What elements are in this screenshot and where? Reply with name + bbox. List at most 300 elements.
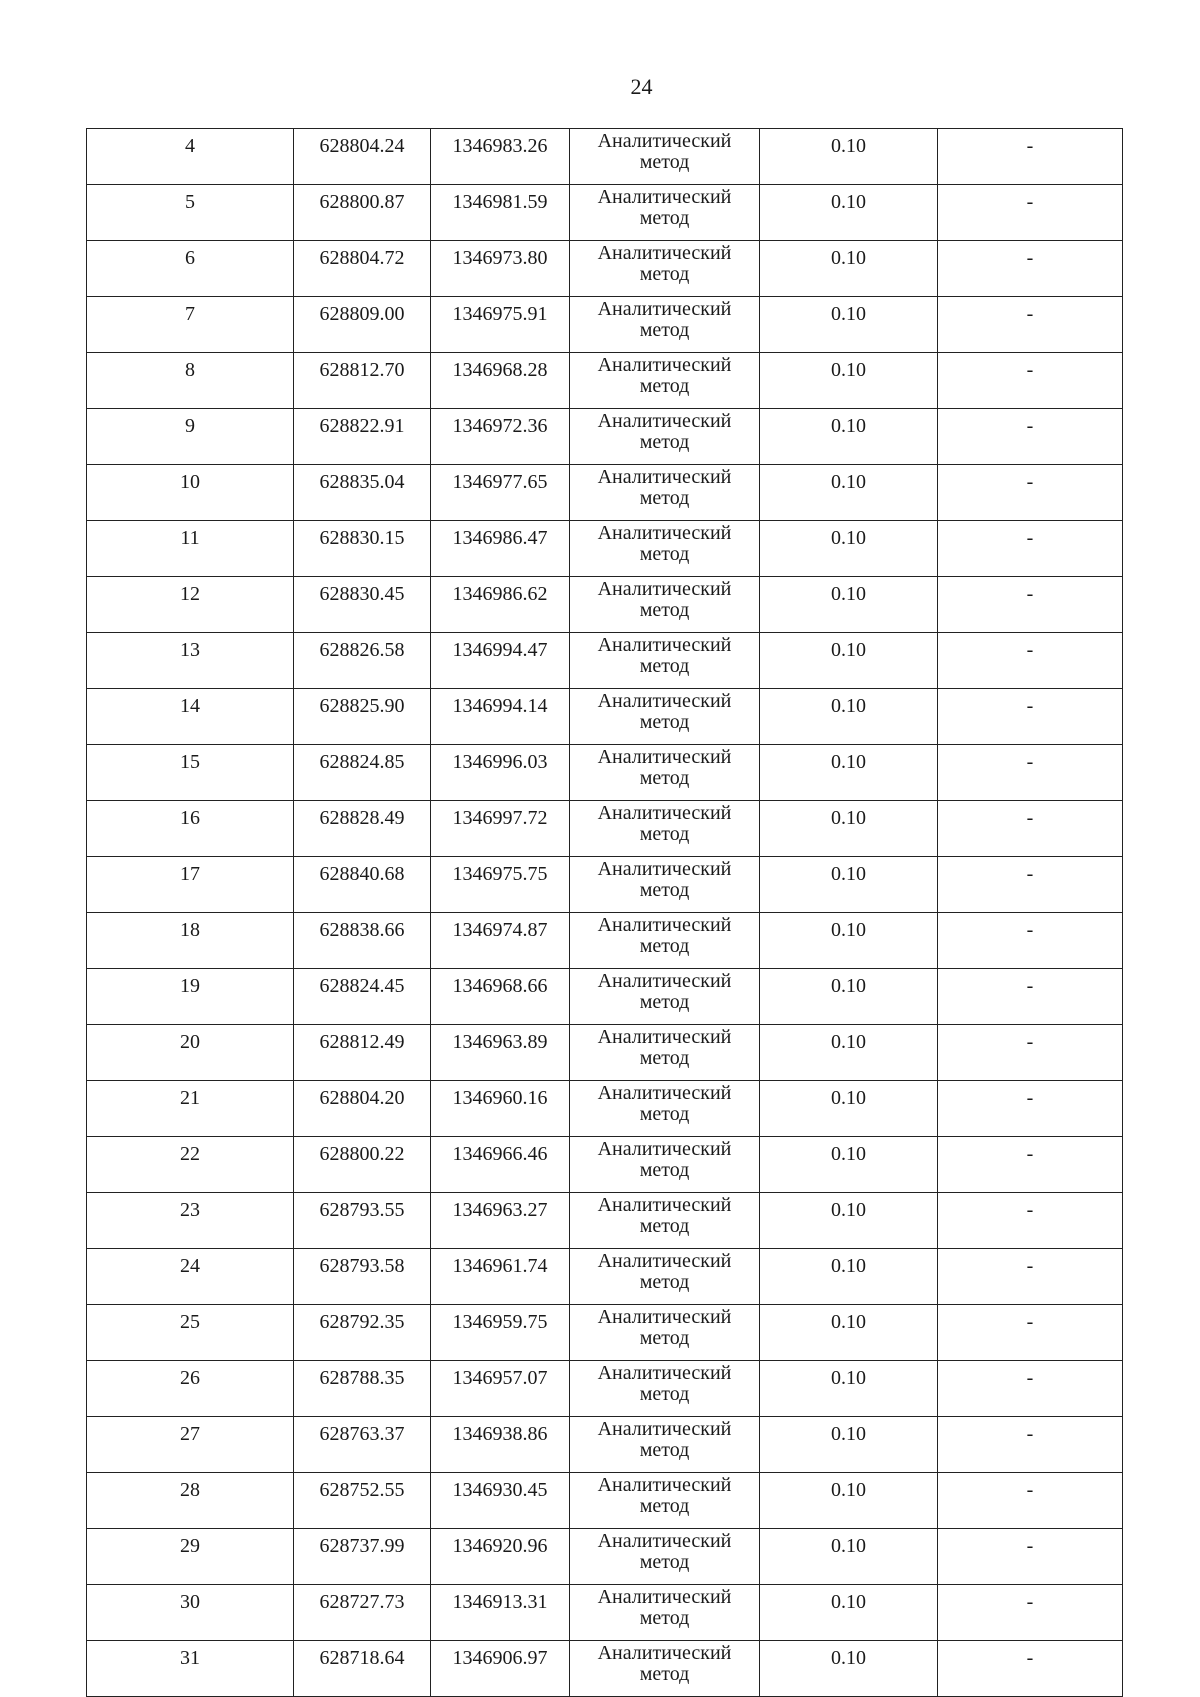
accuracy-cell (760, 1585, 938, 1641)
method-line-1: Аналитический (597, 746, 732, 768)
note-cell (938, 297, 1123, 353)
method-line-1: Аналитический (597, 1362, 732, 1384)
method-line-1: Аналитический (597, 802, 732, 824)
note-value: - (1026, 1479, 1034, 1501)
method-cell (570, 689, 760, 745)
point-number-cell (87, 745, 294, 801)
method-line-2: метод (639, 1047, 690, 1069)
method-line-1: Аналитический (597, 1530, 732, 1552)
point-number: 16 (180, 807, 200, 829)
y-coordinate-cell (431, 1249, 570, 1305)
point-number: 13 (180, 639, 200, 661)
point-number-cell (87, 353, 294, 409)
y-coordinate-cell (431, 745, 570, 801)
accuracy-cell (760, 1081, 938, 1137)
method-line-1: Аналитический (597, 1474, 732, 1496)
note-cell (938, 969, 1123, 1025)
y-coordinate-cell (431, 1081, 570, 1137)
x-coordinate: 628824.85 (319, 751, 405, 773)
x-coordinate: 628838.66 (319, 919, 405, 941)
method-line-1: Аналитический (597, 690, 732, 712)
y-coordinate-cell (431, 129, 570, 185)
x-coordinate-cell (294, 801, 431, 857)
note-cell (938, 913, 1123, 969)
method-cell (570, 1193, 760, 1249)
y-coordinate-cell (431, 1361, 570, 1417)
y-coordinate-cell (431, 1529, 570, 1585)
method-line-2: метод (639, 431, 690, 453)
accuracy-cell (760, 1417, 938, 1473)
method-line-2: метод (639, 767, 690, 789)
y-coordinate-cell (431, 801, 570, 857)
point-number: 9 (185, 415, 195, 437)
y-coordinate-cell (431, 969, 570, 1025)
point-number-cell (87, 1585, 294, 1641)
x-coordinate-cell (294, 1473, 431, 1529)
table-row (87, 577, 1123, 633)
accuracy-value: 0.10 (831, 1535, 866, 1557)
point-number-cell (87, 185, 294, 241)
note-value: - (1026, 1535, 1034, 1557)
point-number-cell (87, 857, 294, 913)
y-coordinate: 1346963.89 (452, 1031, 548, 1053)
note-value: - (1026, 1143, 1034, 1165)
table-row (87, 1193, 1123, 1249)
note-value: - (1026, 191, 1034, 213)
accuracy-value: 0.10 (831, 695, 866, 717)
accuracy-cell (760, 633, 938, 689)
point-number: 15 (180, 751, 200, 773)
x-coordinate-cell (294, 1585, 431, 1641)
x-coordinate-cell (294, 1417, 431, 1473)
y-coordinate: 1346972.36 (452, 415, 548, 437)
accuracy-cell (760, 913, 938, 969)
x-coordinate: 628763.37 (319, 1423, 405, 1445)
y-coordinate: 1346994.14 (452, 695, 548, 717)
point-number: 14 (180, 695, 200, 717)
accuracy-cell (760, 297, 938, 353)
point-number-cell (87, 913, 294, 969)
note-cell (938, 409, 1123, 465)
accuracy-value: 0.10 (831, 1255, 866, 1277)
method-line-2: метод (639, 991, 690, 1013)
table-row (87, 1417, 1123, 1473)
accuracy-cell (760, 577, 938, 633)
point-number-cell (87, 633, 294, 689)
coordinates-table (86, 128, 1123, 1697)
method-line-1: Аналитический (597, 1306, 732, 1328)
x-coordinate: 628804.72 (319, 247, 405, 269)
note-value: - (1026, 975, 1034, 997)
accuracy-value: 0.10 (831, 471, 866, 493)
accuracy-cell (760, 801, 938, 857)
y-coordinate-cell (431, 577, 570, 633)
note-cell (938, 1529, 1123, 1585)
x-coordinate: 628800.87 (319, 191, 405, 213)
x-coordinate: 628793.58 (319, 1255, 405, 1277)
x-coordinate-cell (294, 1305, 431, 1361)
method-cell (570, 633, 760, 689)
accuracy-cell (760, 409, 938, 465)
x-coordinate-cell (294, 913, 431, 969)
note-value: - (1026, 135, 1034, 157)
accuracy-cell (760, 1529, 938, 1585)
y-coordinate: 1346906.97 (452, 1647, 548, 1669)
table-row (87, 129, 1123, 185)
y-coordinate: 1346975.75 (452, 863, 548, 885)
y-coordinate: 1346983.26 (452, 135, 548, 157)
method-cell (570, 969, 760, 1025)
table-row (87, 913, 1123, 969)
x-coordinate-cell (294, 1137, 431, 1193)
accuracy-value: 0.10 (831, 135, 866, 157)
note-cell (938, 1585, 1123, 1641)
table-row (87, 1305, 1123, 1361)
y-coordinate: 1346968.66 (452, 975, 548, 997)
accuracy-cell (760, 1249, 938, 1305)
accuracy-value: 0.10 (831, 1143, 866, 1165)
point-number-cell (87, 1473, 294, 1529)
y-coordinate: 1346961.74 (452, 1255, 548, 1277)
method-line-1: Аналитический (597, 466, 732, 488)
accuracy-cell (760, 465, 938, 521)
point-number-cell (87, 689, 294, 745)
method-cell (570, 745, 760, 801)
point-number: 27 (180, 1423, 200, 1445)
accuracy-cell (760, 1473, 938, 1529)
point-number-cell (87, 801, 294, 857)
method-line-2: метод (639, 879, 690, 901)
point-number: 28 (180, 1479, 200, 1501)
y-coordinate: 1346975.91 (452, 303, 548, 325)
table-row (87, 1585, 1123, 1641)
point-number: 4 (185, 135, 195, 157)
point-number-cell (87, 1193, 294, 1249)
y-coordinate: 1346920.96 (452, 1535, 548, 1557)
table-row (87, 353, 1123, 409)
y-coordinate-cell (431, 1473, 570, 1529)
note-cell (938, 465, 1123, 521)
y-coordinate-cell (431, 185, 570, 241)
x-coordinate: 628824.45 (319, 975, 405, 997)
accuracy-value: 0.10 (831, 247, 866, 269)
note-value: - (1026, 751, 1034, 773)
y-coordinate-cell (431, 1193, 570, 1249)
note-value: - (1026, 1199, 1034, 1221)
accuracy-value: 0.10 (831, 359, 866, 381)
x-coordinate-cell (294, 857, 431, 913)
note-cell (938, 745, 1123, 801)
x-coordinate: 628804.20 (319, 1087, 405, 1109)
method-cell (570, 1137, 760, 1193)
table-row (87, 745, 1123, 801)
x-coordinate: 628826.58 (319, 639, 405, 661)
x-coordinate: 628840.68 (319, 863, 405, 885)
note-value: - (1026, 1255, 1034, 1277)
method-cell (570, 801, 760, 857)
point-number: 12 (180, 583, 200, 605)
table-row (87, 521, 1123, 577)
accuracy-value: 0.10 (831, 639, 866, 661)
point-number: 23 (180, 1199, 200, 1221)
x-coordinate: 628727.73 (319, 1591, 405, 1613)
method-cell (570, 1529, 760, 1585)
method-line-2: метод (639, 543, 690, 565)
accuracy-cell (760, 745, 938, 801)
y-coordinate-cell (431, 297, 570, 353)
table-row (87, 1361, 1123, 1417)
accuracy-value: 0.10 (831, 1031, 866, 1053)
method-line-2: метод (639, 487, 690, 509)
note-cell (938, 577, 1123, 633)
point-number-cell (87, 969, 294, 1025)
x-coordinate: 628830.15 (319, 527, 405, 549)
point-number-cell (87, 1641, 294, 1697)
point-number-cell (87, 1025, 294, 1081)
y-coordinate-cell (431, 1585, 570, 1641)
y-coordinate-cell (431, 409, 570, 465)
method-line-1: Аналитический (597, 298, 732, 320)
y-coordinate: 1346996.03 (452, 751, 548, 773)
accuracy-value: 0.10 (831, 1423, 866, 1445)
note-value: - (1026, 1311, 1034, 1333)
note-value: - (1026, 1591, 1034, 1613)
note-cell (938, 1361, 1123, 1417)
note-cell (938, 1641, 1123, 1697)
y-coordinate-cell (431, 857, 570, 913)
accuracy-value: 0.10 (831, 191, 866, 213)
point-number-cell (87, 1529, 294, 1585)
table-row (87, 969, 1123, 1025)
accuracy-cell (760, 1025, 938, 1081)
note-value: - (1026, 1087, 1034, 1109)
note-cell (938, 1473, 1123, 1529)
y-coordinate: 1346959.75 (452, 1311, 548, 1333)
method-line-2: метод (639, 1103, 690, 1125)
method-line-2: метод (639, 1271, 690, 1293)
point-number: 25 (180, 1311, 200, 1333)
y-coordinate: 1346997.72 (452, 807, 548, 829)
accuracy-cell (760, 689, 938, 745)
point-number: 21 (180, 1087, 200, 1109)
note-value: - (1026, 247, 1034, 269)
y-coordinate: 1346981.59 (452, 191, 548, 213)
y-coordinate: 1346974.87 (452, 919, 548, 941)
accuracy-cell (760, 857, 938, 913)
accuracy-value: 0.10 (831, 583, 866, 605)
point-number: 5 (185, 191, 195, 213)
x-coordinate-cell (294, 409, 431, 465)
y-coordinate-cell (431, 913, 570, 969)
y-coordinate: 1346966.46 (452, 1143, 548, 1165)
x-coordinate-cell (294, 689, 431, 745)
method-line-2: метод (639, 1439, 690, 1461)
table-row (87, 801, 1123, 857)
method-line-1: Аналитический (597, 1138, 732, 1160)
table-row (87, 633, 1123, 689)
method-line-2: метод (639, 1215, 690, 1237)
method-line-2: метод (639, 263, 690, 285)
y-coordinate: 1346930.45 (452, 1479, 548, 1501)
point-number: 29 (180, 1535, 200, 1557)
x-coordinate: 628788.35 (319, 1367, 405, 1389)
point-number-cell (87, 409, 294, 465)
method-line-2: метод (639, 823, 690, 845)
note-value: - (1026, 695, 1034, 717)
accuracy-value: 0.10 (831, 1591, 866, 1613)
method-line-1: Аналитический (597, 1026, 732, 1048)
note-cell (938, 633, 1123, 689)
point-number: 7 (185, 303, 195, 325)
y-coordinate: 1346960.16 (452, 1087, 548, 1109)
method-line-2: метод (639, 1607, 690, 1629)
method-line-1: Аналитический (597, 186, 732, 208)
x-coordinate-cell (294, 129, 431, 185)
method-cell (570, 129, 760, 185)
table-row (87, 1249, 1123, 1305)
note-cell (938, 241, 1123, 297)
note-value: - (1026, 919, 1034, 941)
method-cell (570, 1081, 760, 1137)
note-value: - (1026, 1423, 1034, 1445)
table-row (87, 241, 1123, 297)
point-number: 6 (185, 247, 195, 269)
note-cell (938, 521, 1123, 577)
method-line-2: метод (639, 1159, 690, 1181)
note-cell (938, 129, 1123, 185)
method-line-2: метод (639, 655, 690, 677)
point-number-cell (87, 1081, 294, 1137)
accuracy-cell (760, 129, 938, 185)
method-line-2: метод (639, 1551, 690, 1573)
accuracy-cell (760, 241, 938, 297)
note-cell (938, 1417, 1123, 1473)
y-coordinate-cell (431, 1025, 570, 1081)
method-cell (570, 297, 760, 353)
point-number: 30 (180, 1591, 200, 1613)
y-coordinate-cell (431, 689, 570, 745)
method-cell (570, 241, 760, 297)
table-row (87, 465, 1123, 521)
table-row (87, 409, 1123, 465)
y-coordinate: 1346913.31 (452, 1591, 548, 1613)
accuracy-value: 0.10 (831, 863, 866, 885)
x-coordinate-cell (294, 1361, 431, 1417)
point-number-cell (87, 297, 294, 353)
x-coordinate-cell (294, 241, 431, 297)
method-line-2: метод (639, 711, 690, 733)
method-cell (570, 1249, 760, 1305)
note-cell (938, 1193, 1123, 1249)
accuracy-value: 0.10 (831, 1199, 866, 1221)
table-row (87, 185, 1123, 241)
method-line-1: Аналитический (597, 1082, 732, 1104)
method-line-1: Аналитический (597, 242, 732, 264)
y-coordinate: 1346963.27 (452, 1199, 548, 1221)
note-value: - (1026, 1647, 1034, 1669)
note-cell (938, 857, 1123, 913)
y-coordinate-cell (431, 521, 570, 577)
method-line-2: метод (639, 1495, 690, 1517)
x-coordinate-cell (294, 745, 431, 801)
accuracy-cell (760, 1193, 938, 1249)
y-coordinate-cell (431, 1417, 570, 1473)
method-cell (570, 185, 760, 241)
x-coordinate: 628752.55 (319, 1479, 405, 1501)
y-coordinate-cell (431, 241, 570, 297)
y-coordinate: 1346968.28 (452, 359, 548, 381)
x-coordinate: 628804.24 (319, 135, 405, 157)
y-coordinate: 1346977.65 (452, 471, 548, 493)
x-coordinate: 628792.35 (319, 1311, 405, 1333)
x-coordinate: 628812.70 (319, 359, 405, 381)
y-coordinate-cell (431, 1305, 570, 1361)
note-cell (938, 353, 1123, 409)
accuracy-value: 0.10 (831, 1479, 866, 1501)
table-row (87, 1025, 1123, 1081)
accuracy-value: 0.10 (831, 1087, 866, 1109)
note-cell (938, 185, 1123, 241)
method-line-1: Аналитический (597, 970, 732, 992)
note-value: - (1026, 1367, 1034, 1389)
y-coordinate-cell (431, 1641, 570, 1697)
y-coordinate-cell (431, 353, 570, 409)
note-value: - (1026, 471, 1034, 493)
point-number: 19 (180, 975, 200, 997)
note-cell (938, 689, 1123, 745)
method-line-2: метод (639, 599, 690, 621)
method-cell (570, 857, 760, 913)
point-number: 11 (180, 527, 200, 549)
note-cell (938, 1137, 1123, 1193)
point-number: 20 (180, 1031, 200, 1053)
method-line-1: Аналитический (597, 578, 732, 600)
method-line-1: Аналитический (597, 354, 732, 376)
accuracy-cell (760, 185, 938, 241)
accuracy-value: 0.10 (831, 303, 866, 325)
method-line-2: метод (639, 1327, 690, 1349)
table-row (87, 1137, 1123, 1193)
method-line-1: Аналитический (597, 130, 732, 152)
note-value: - (1026, 639, 1034, 661)
method-line-1: Аналитический (597, 1194, 732, 1216)
method-cell (570, 1585, 760, 1641)
x-coordinate-cell (294, 1193, 431, 1249)
accuracy-value: 0.10 (831, 527, 866, 549)
accuracy-value: 0.10 (831, 1311, 866, 1333)
x-coordinate-cell (294, 353, 431, 409)
method-line-1: Аналитический (597, 1642, 732, 1664)
method-line-1: Аналитический (597, 1250, 732, 1272)
method-line-1: Аналитический (597, 522, 732, 544)
x-coordinate-cell (294, 521, 431, 577)
accuracy-value: 0.10 (831, 975, 866, 997)
point-number-cell (87, 1249, 294, 1305)
method-line-1: Аналитический (597, 1586, 732, 1608)
point-number: 8 (185, 359, 195, 381)
x-coordinate: 628835.04 (319, 471, 405, 493)
y-coordinate-cell (431, 633, 570, 689)
x-coordinate: 628822.91 (319, 415, 405, 437)
point-number: 18 (180, 919, 200, 941)
x-coordinate: 628800.22 (319, 1143, 405, 1165)
x-coordinate-cell (294, 1641, 431, 1697)
x-coordinate-cell (294, 1081, 431, 1137)
accuracy-value: 0.10 (831, 751, 866, 773)
x-coordinate-cell (294, 969, 431, 1025)
method-cell (570, 1417, 760, 1473)
method-line-2: метод (639, 1663, 690, 1685)
